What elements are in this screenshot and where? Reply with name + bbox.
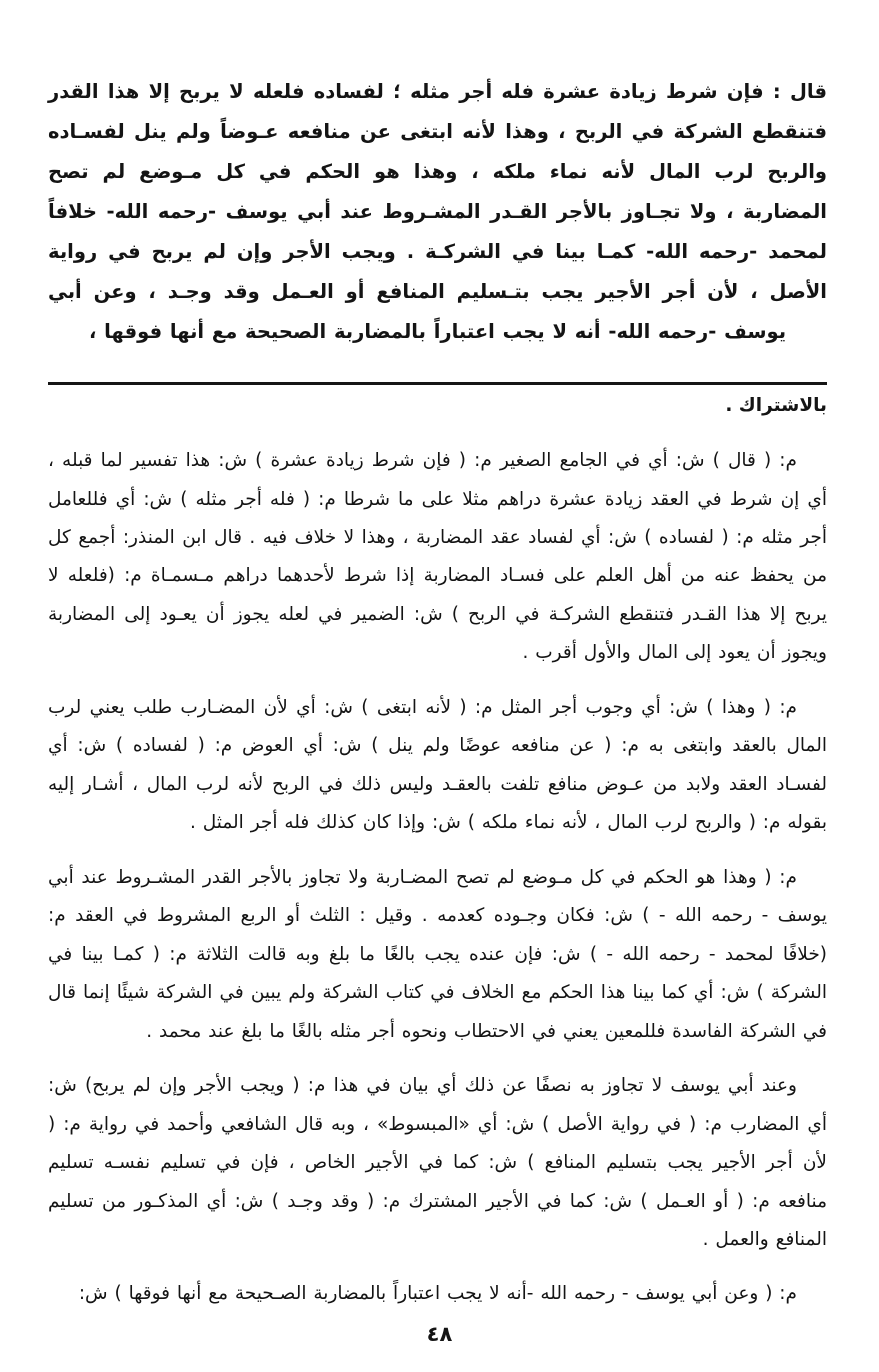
commentary-paragraph: م: ( وهذا ) ش: أي وجوب أجر المثل م: ( لأنه ابتغى ) ش: أي لأن المضـارب طلب يعني لرب المال بالعقد وابتغى به م: ( عن منافعه عوضًا ولم ينل ) ش: أي العوض م: ( لفساده ) ش: أي لفسـاد العقد ولابد من عـوض منافع تلفت بالعقـد وليس ذلك في الربح لأنه لرب المال ، أشـار إليه بقوله م: ( والربح لرب المال ، لأنه نماء ملكه ) ش: وإذا كان كذلك فله أجر المثل .	[48, 696, 827, 834]
continuation-word: بالاشتراك .	[725, 394, 827, 416]
commentary-paragraph: وعند أبي يوسف لا تجاوز به نصفًا عن ذلك أي بيان في هذا م: ( ويجب الأجر وإن لم يربح) ش: أي المضارب م: ( في رواية الأصل ) ش: أي «المبسوط» ، وبه قال الشافعي وأحمد في رواية م: ( لأن أجر الأجير يجب بتسليم المنافع ) ش: كما في الأجير الخاص ، فإن في تسليم نفسـه تسليم منافعه م: ( أو العـمل ) ش: كما في الأجير المشترك م: ( وقد وجـد ) ش: أي المذكـور من تسليم المنافع والعمل .	[48, 1075, 827, 1250]
footnote-separator-line	[48, 382, 827, 385]
commentary-paragraph: م: ( قال ) ش: أي في الجامع الصغير م: ( فإن شرط زيادة عشرة ) ش: هذا تفسير لما قبله ، أي إن شرط في العقد زيادة عشرة دراهم مثلا على ما شرطا م: ( فله أجر مثله ) ش: أي فللعامل أجر مثله م: ( لفساده ) ش: أي لفساد عقد المضاربة ، وهذا لا خلاف فيه . قال ابن المنذر: أجمع كل من يحفظ عنه من أهل العلم على فسـاد المضاربة إذا شرط لأحدهما دراهم مـسمـاة م: (فلعله لا يربح إلا هذا القـدر فتنقطع الشركـة في الربح ) ش: الضمير في لعله يجوز أن يعـود إلى المضاربة ويجوز أن يعود إلى المال والأول أقرب .	[48, 450, 827, 664]
page-number: ٤٨	[426, 1322, 453, 1346]
main-text-block: قال : فإن شرط زيادة عشرة فله أجر مثله ؛ لفساده فلعله لا يربح إلا هذا القدر فتنقطع الشركة في الربح ، وهذا لأنه ابتغى عن منافعه عـوضاً ولم ينل لفسـاده والربح لرب المال لأنه نماء ملكه ، وهذا هو الحكم في كل مـوضع لم تصح المضاربة ، ولا تجـاوز بالأجر القـدر المشـروط عند أبي يوسف -رحمه الله- خلافاً لمحمد -رحمه الله- كمـا بينا في الشركـة . ويجب الأجر وإن لم يربح في رواية الأصل ، لأن أجر الأجير يجب بتـسليم المنافع أو العـمل وقد وجـد ، وعن أبي يوسف -رحمه الله- أنه لا يجب اعتباراً بالمضاربة الصحيحة مع أنها فوقها ،	[48, 80, 827, 343]
commentary-section	[48, 442, 827, 1314]
commentary-paragraph: م: ( وعن أبي يوسف - رحمه الله -أنه لا يجب اعتباراً بالمضاربة الصـحيحة مع أنها فوقها ) ش:	[78, 1283, 797, 1305]
commentary-paragraph: م: ( وهذا هو الحكم في كل مـوضع لم تصح المضـاربة ولا تجاوز بالأجر القدر المشـروط عند أبي يوسف - رحمه الله - ) ش: فكان وجـوده كعدمه . وقيل : الثلث أو الربع المشروط في العقد م: (خلافًا لمحمد - رحمه الله - ) ش: فإن عنده يجب بالغًا ما بلغ وبه قالت الثلاثة م: ( كمـا بينا في الشركة ) ش: أي كما بينا هذا الحكم مع الخلاف في كتاب الشركة ولم يبين في الشركة شيئًا إنما قال في الشركة الفاسدة فللمعين يعني في الاحتطاب ونحوه أجر مثله بالغًا ما بلغ عند محمد .	[48, 866, 827, 1042]
